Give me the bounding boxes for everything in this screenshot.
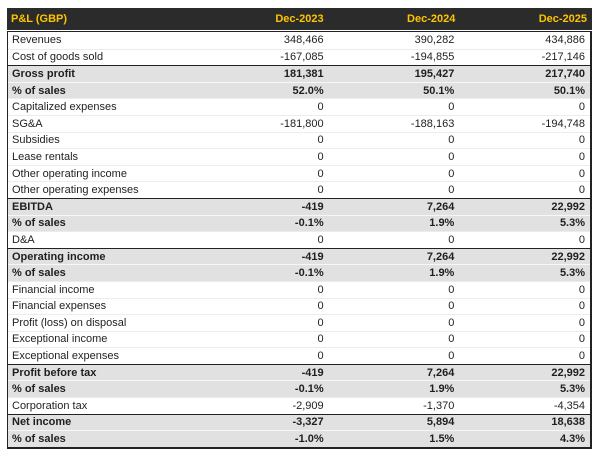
cell-value: -1,370 xyxy=(423,399,455,412)
row-label: Financial expenses xyxy=(12,300,107,313)
cell-value: 50.1% xyxy=(553,84,586,97)
cell-value: 0 xyxy=(578,350,586,363)
cell-value: -181,800 xyxy=(280,117,324,130)
cell-value: 0 xyxy=(317,350,324,363)
cell-value: 0 xyxy=(578,283,586,296)
row-label: Net income xyxy=(12,416,72,429)
row-label: Financial income xyxy=(12,283,95,296)
row-label: Operating income xyxy=(12,250,106,263)
row-label: Cost of goods sold xyxy=(12,51,104,64)
table-row-financial-income xyxy=(8,281,590,298)
table-row-ebitda-pct xyxy=(8,215,590,232)
cell-value: -1.0% xyxy=(294,433,324,446)
cell-value: 0 xyxy=(317,167,324,180)
row-label: Exceptional expenses xyxy=(12,350,120,363)
column-header-dec-2025: Dec-2025 xyxy=(538,13,588,25)
cell-value: 195,427 xyxy=(414,67,455,80)
cell-value: -167,085 xyxy=(280,51,324,64)
cell-value: -194,748 xyxy=(541,117,586,130)
cell-value: 217,740 xyxy=(545,67,586,80)
cell-value: -419 xyxy=(301,366,324,379)
table-row-profit-loss-on-disposal xyxy=(8,314,590,331)
cell-value: 0 xyxy=(317,134,324,147)
row-label: % of sales xyxy=(12,383,66,396)
cell-value: -2,909 xyxy=(292,399,324,412)
table-row-cost-of-goods-sold xyxy=(8,49,590,66)
row-label: Profit before tax xyxy=(12,366,97,379)
cell-value: 1.9% xyxy=(429,267,455,280)
row-label: % of sales xyxy=(12,84,66,97)
table-row-ebitda xyxy=(8,198,590,215)
table-body xyxy=(7,31,592,449)
table-row-operating-income-pct xyxy=(8,264,590,281)
table-row-net-income xyxy=(8,414,590,431)
row-label: Lease rentals xyxy=(12,150,79,163)
cell-value: -0.1% xyxy=(294,267,324,280)
cell-value: 0 xyxy=(448,184,455,197)
cell-value: 0 xyxy=(448,150,455,163)
cell-value: 0 xyxy=(317,316,324,329)
row-label: % of sales xyxy=(12,267,66,280)
column-header-dec-2024: Dec-2024 xyxy=(407,13,456,25)
cell-value: 0 xyxy=(578,167,586,180)
cell-value: 0 xyxy=(448,283,455,296)
table-row-profit-before-tax xyxy=(8,364,590,381)
cell-value: 0 xyxy=(448,233,455,246)
cell-value: 434,886 xyxy=(545,34,586,47)
cell-value: 1.5% xyxy=(429,433,455,446)
cell-value: 0 xyxy=(448,316,455,329)
cell-value: 0 xyxy=(578,184,586,197)
table-title: P&L (GBP) xyxy=(11,13,68,25)
cell-value: 348,466 xyxy=(283,34,324,47)
cell-value: 390,282 xyxy=(414,34,455,47)
cell-value: 5.3% xyxy=(559,267,586,280)
row-label: Revenues xyxy=(12,34,62,47)
table-row-lease-rentals xyxy=(8,148,590,165)
cell-value: 0 xyxy=(317,333,324,346)
row-label: Other operating income xyxy=(12,167,127,180)
table-row-sga xyxy=(8,115,590,132)
cell-value: 5.3% xyxy=(559,383,586,396)
table-row-gross-profit xyxy=(8,65,590,82)
row-label: Subsidies xyxy=(12,134,60,147)
table-row-exceptional-expenses xyxy=(8,347,590,364)
cell-value: 0 xyxy=(317,101,324,114)
cell-value: 18,638 xyxy=(551,416,586,429)
cell-value: 22,992 xyxy=(551,366,586,379)
cell-value: -188,163 xyxy=(410,117,455,130)
cell-value: 22,992 xyxy=(551,200,586,213)
cell-value: 50.1% xyxy=(423,84,455,97)
table-row-financial-expenses xyxy=(8,298,590,315)
row-label: Profit (loss) on disposal xyxy=(12,316,127,329)
table-row-revenues xyxy=(8,32,590,49)
table-row-da xyxy=(8,231,590,248)
cell-value: 0 xyxy=(578,101,586,114)
cell-value: 0 xyxy=(578,150,586,163)
table-header-row xyxy=(7,8,592,30)
cell-value: -3,327 xyxy=(292,416,324,429)
cell-value: 7,264 xyxy=(426,200,455,213)
cell-value: 0 xyxy=(317,150,324,163)
cell-value: 0 xyxy=(448,300,455,313)
table-row-subsidies xyxy=(8,132,590,149)
row-label: Gross profit xyxy=(12,67,75,80)
table-row-exceptional-income xyxy=(8,331,590,348)
cell-value: 0 xyxy=(578,233,586,246)
row-label: % of sales xyxy=(12,433,66,446)
cell-value: -0.1% xyxy=(294,383,324,396)
cell-value: 0 xyxy=(448,101,455,114)
table-row-operating-income xyxy=(8,248,590,265)
table-row-profit-before-tax-pct xyxy=(8,380,590,397)
table-row-net-income-pct xyxy=(8,430,590,447)
cell-value: 1.9% xyxy=(429,383,455,396)
cell-value: 0 xyxy=(578,316,586,329)
cell-value: 5,894 xyxy=(426,416,455,429)
cell-value: 7,264 xyxy=(426,366,455,379)
cell-value: 0 xyxy=(578,134,586,147)
cell-value: 0 xyxy=(448,350,455,363)
cell-value: 7,264 xyxy=(426,250,455,263)
cell-value: 52.0% xyxy=(292,84,324,97)
row-label: Corporation tax xyxy=(12,399,88,412)
cell-value: 0 xyxy=(448,167,455,180)
row-label: Exceptional income xyxy=(12,333,108,346)
column-header-dec-2023: Dec-2023 xyxy=(275,13,324,25)
cell-value: -4,354 xyxy=(553,399,586,412)
row-label: Other operating expenses xyxy=(12,184,139,197)
row-label: % of sales xyxy=(12,217,66,230)
cell-value: -0.1% xyxy=(294,217,324,230)
row-label: SG&A xyxy=(12,117,43,130)
cell-value: 0 xyxy=(317,283,324,296)
cell-value: -194,855 xyxy=(410,51,455,64)
pnl-forecast-table xyxy=(7,8,592,449)
table-row-corporation-tax xyxy=(8,397,590,414)
table-row-other-operating-income xyxy=(8,165,590,182)
row-label: D&A xyxy=(12,233,35,246)
cell-value: 0 xyxy=(317,184,324,197)
table-row-capitalized-expenses xyxy=(8,98,590,115)
cell-value: 22,992 xyxy=(551,250,586,263)
cell-value: -217,146 xyxy=(541,51,586,64)
cell-value: 181,381 xyxy=(283,67,324,80)
cell-value: 1.9% xyxy=(429,217,455,230)
table-row-other-operating-expenses xyxy=(8,181,590,198)
cell-value: 5.3% xyxy=(559,217,586,230)
cell-value: 0 xyxy=(578,300,586,313)
cell-value: 0 xyxy=(448,333,455,346)
cell-value: 4.3% xyxy=(559,433,586,446)
cell-value: 0 xyxy=(448,134,455,147)
row-label: Capitalized expenses xyxy=(12,101,117,114)
cell-value: 0 xyxy=(317,300,324,313)
cell-value: 0 xyxy=(317,233,324,246)
cell-value: -419 xyxy=(301,200,324,213)
cell-value: -419 xyxy=(301,250,324,263)
row-label: EBITDA xyxy=(12,200,53,213)
table-row-gross-profit-pct xyxy=(8,82,590,99)
cell-value: 0 xyxy=(578,333,586,346)
